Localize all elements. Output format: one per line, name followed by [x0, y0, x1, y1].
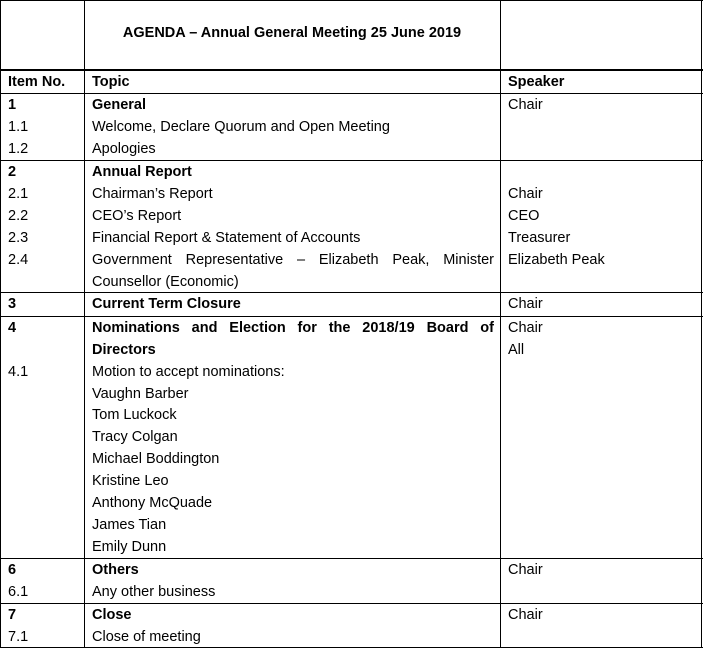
column-border	[0, 0, 1, 648]
item-number: 4	[8, 320, 17, 336]
row-border	[0, 0, 703, 1]
nominee: Vaughn Barber	[92, 386, 189, 402]
item-number: 2.2	[8, 208, 29, 224]
row-border	[0, 160, 703, 161]
item-number: 6.1	[8, 584, 29, 600]
topic: Welcome, Declare Quorum and Open Meeting	[92, 119, 390, 135]
item-number: 7	[8, 607, 17, 623]
speaker: Treasurer	[508, 230, 571, 246]
column-border	[701, 0, 702, 648]
header-speaker: Speaker	[508, 74, 565, 90]
page-title: AGENDA – Annual General Meeting 25 June 2019	[122, 25, 462, 41]
item-number: 2.3	[8, 230, 29, 246]
nominee: Tom Luckock	[92, 407, 177, 423]
topic-heading: Annual Report	[92, 164, 192, 180]
topic-heading: Close	[92, 607, 132, 623]
item-number: 1.1	[8, 119, 29, 135]
topic-heading-continued: Directors	[92, 342, 156, 358]
nominee: Michael Boddington	[92, 451, 220, 467]
row-border	[0, 69, 703, 71]
speaker: Chair	[508, 320, 543, 336]
topic: Close of meeting	[92, 629, 201, 645]
topic: Motion to accept nominations:	[92, 364, 285, 380]
speaker: Chair	[508, 607, 543, 623]
item-number: 4.1	[8, 364, 29, 380]
header-item-no: Item No.	[8, 74, 66, 90]
item-number: 7.1	[8, 629, 29, 645]
nominee: Emily Dunn	[92, 539, 167, 555]
item-number: 6	[8, 562, 17, 578]
item-number: 2.4	[8, 252, 29, 268]
topic: Any other business	[92, 584, 216, 600]
row-border	[0, 603, 703, 604]
item-number: 2	[8, 164, 17, 180]
nominee: Tracy Colgan	[92, 429, 178, 445]
row-border	[0, 93, 703, 94]
topic-continued: Counsellor (Economic)	[92, 274, 239, 290]
speaker: Chair	[508, 296, 543, 312]
topic: Chairman’s Report	[92, 186, 213, 202]
topic-heading: General	[92, 97, 146, 113]
speaker: CEO	[508, 208, 540, 224]
topic: CEO’s Report	[92, 208, 182, 224]
item-number: 1	[8, 97, 17, 113]
nominee: James Tian	[92, 517, 167, 533]
row-border	[0, 558, 703, 559]
topic: Financial Report & Statement of Accounts	[92, 230, 361, 246]
item-number: 2.1	[8, 186, 29, 202]
nominee: Kristine Leo	[92, 473, 169, 489]
header-topic: Topic	[92, 74, 130, 90]
row-border	[0, 316, 703, 317]
speaker: All	[508, 342, 525, 358]
topic: Government Representative – Elizabeth Peak, Minister	[92, 252, 494, 268]
item-number: 3	[8, 296, 17, 312]
topic: Apologies	[92, 141, 156, 157]
nominee: Anthony McQuade	[92, 495, 213, 511]
column-border	[500, 0, 501, 648]
topic-heading: Current Term Closure	[92, 296, 241, 312]
item-number: 1.2	[8, 141, 29, 157]
speaker: Chair	[508, 562, 543, 578]
speaker: Chair	[508, 97, 543, 113]
column-border	[84, 0, 85, 648]
topic-heading: Others	[92, 562, 139, 578]
speaker: Chair	[508, 186, 543, 202]
topic-heading: Nominations and Election for the 2018/19 Board of	[92, 320, 494, 336]
speaker: Elizabeth Peak	[508, 252, 605, 268]
row-border	[0, 292, 703, 293]
